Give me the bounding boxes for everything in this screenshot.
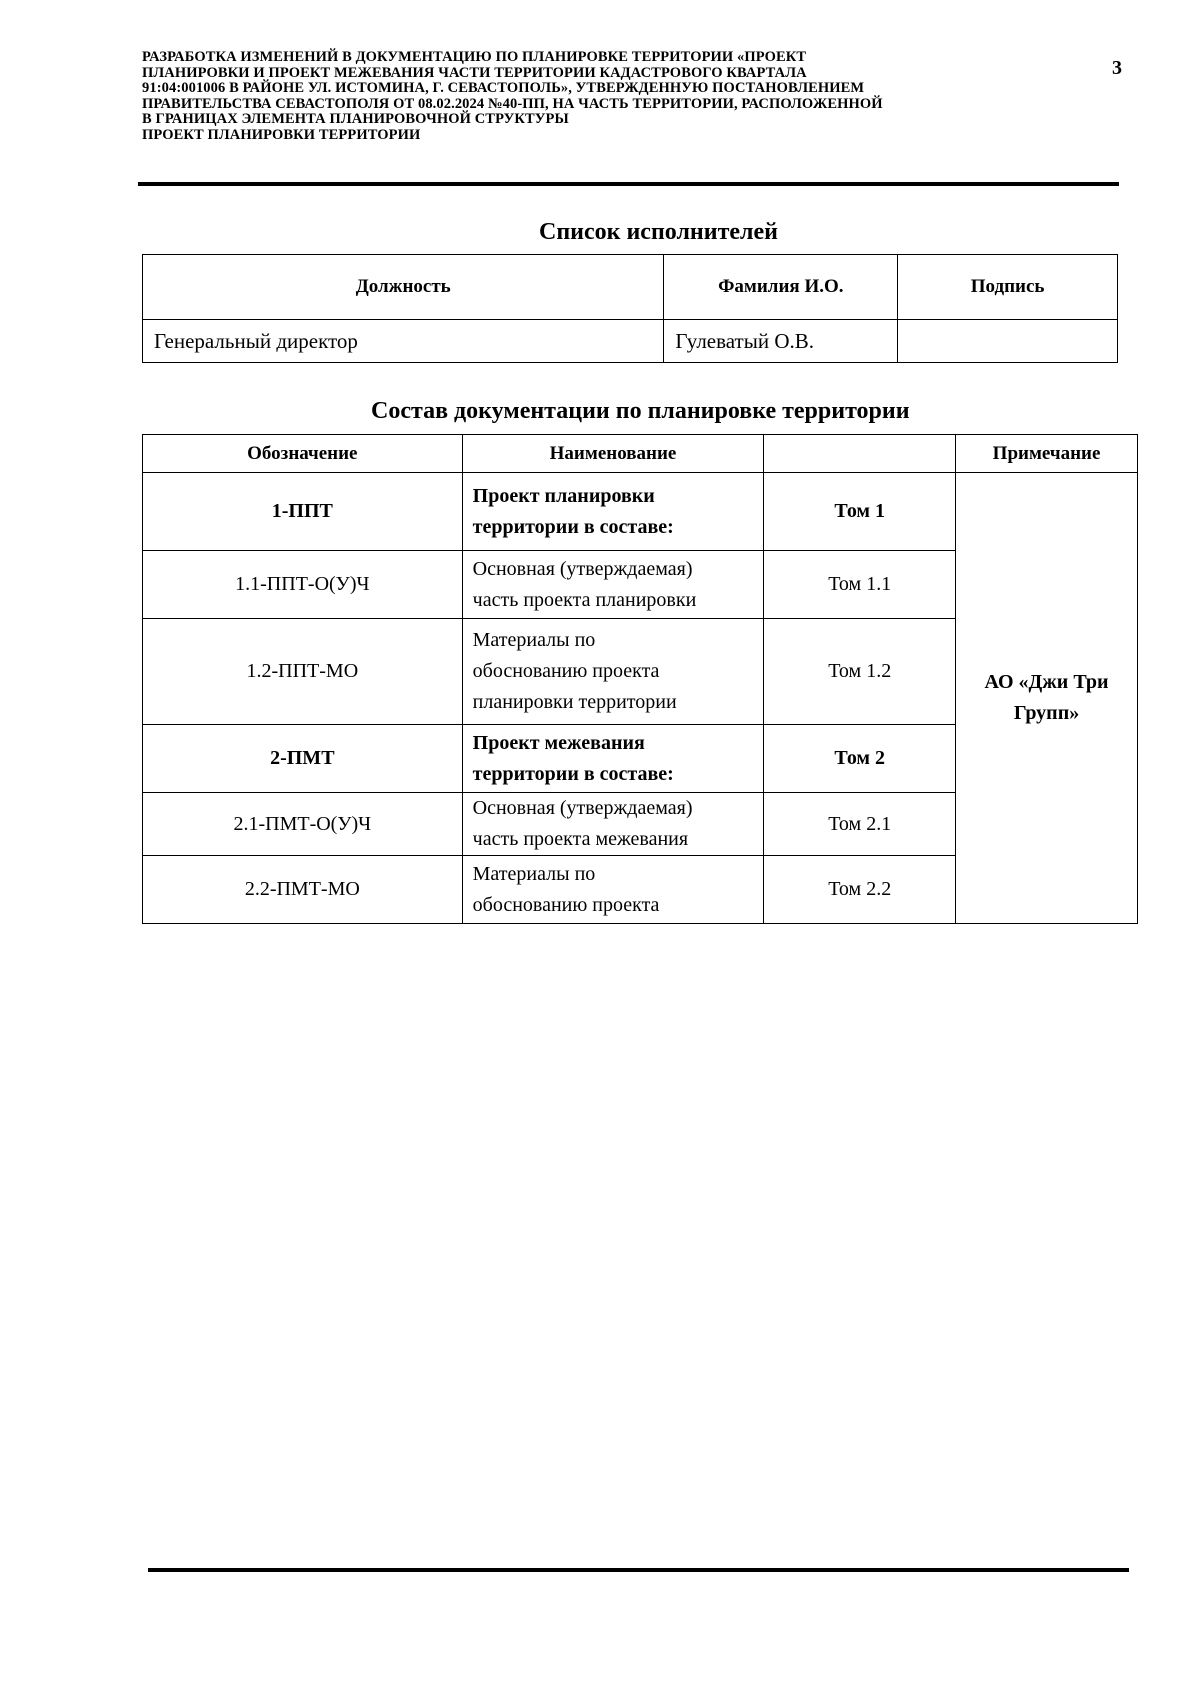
cell-title bbox=[462, 725, 764, 793]
column-header-volume bbox=[764, 435, 956, 473]
footer-divider bbox=[148, 1568, 1129, 1572]
title-line: Материалы по bbox=[472, 862, 596, 885]
cell-code: 1.2-ППТ-МО bbox=[143, 619, 463, 725]
docs-title: Состав документации по планировке территории bbox=[371, 398, 910, 424]
cell-title bbox=[462, 856, 764, 924]
cell-title bbox=[462, 793, 764, 856]
cell-code: 1.1-ППТ-О(У)Ч bbox=[143, 551, 463, 619]
cell-code: 1-ППТ bbox=[143, 473, 463, 551]
column-header-note: Примечание bbox=[956, 435, 1138, 473]
cell-note bbox=[956, 473, 1138, 924]
title-line: Материалы по bbox=[472, 629, 596, 651]
header-divider bbox=[138, 182, 1119, 186]
title-line: Проект планировки bbox=[472, 484, 655, 507]
cell-volume: Том 1.2 bbox=[764, 619, 956, 725]
column-header-position: Должность bbox=[143, 255, 664, 320]
staff-header-row bbox=[143, 255, 1118, 320]
cell-volume: Том 1.1 bbox=[764, 551, 956, 619]
cell-volume: Том 2.2 bbox=[764, 856, 956, 924]
title-line: Основная (утверждаемая) bbox=[472, 797, 693, 819]
staff-table bbox=[142, 254, 1118, 363]
cell-volume: Том 2 bbox=[764, 725, 956, 793]
cell-title bbox=[462, 551, 764, 619]
column-header-title: Наименование bbox=[462, 435, 764, 473]
cell-signature bbox=[898, 320, 1118, 363]
column-header-name: Фамилия И.О. bbox=[664, 255, 898, 320]
header-line: 91:04:001006 В РАЙОНЕ УЛ. ИСТОМИНА, Г. СЕВАСТОПОЛЬ», УТВЕРЖДЕННУЮ ПОСТАНОВЛЕНИЕМ bbox=[142, 80, 865, 96]
header-line: ПРАВИТЕЛЬСТВА СЕВАСТОПОЛЯ ОТ 08.02.2024 №40-ПП, НА ЧАСТЬ ТЕРРИТОРИИ, РАСПОЛОЖЕННОЙ bbox=[142, 95, 883, 112]
cell-code: 2-ПМТ bbox=[143, 725, 463, 793]
column-header-signature: Подпись bbox=[898, 255, 1118, 320]
cell-volume: Том 2.1 bbox=[764, 793, 956, 856]
title-line: территории в составе: bbox=[472, 515, 674, 538]
title-line: Основная (утверждаемая) bbox=[472, 557, 693, 580]
cell-code: 2.2-ПМТ-МО bbox=[143, 856, 463, 924]
cell-volume: Том 1 bbox=[764, 473, 956, 551]
table-row bbox=[143, 320, 1118, 363]
cell-title bbox=[462, 473, 764, 551]
column-header-code: Обозначение bbox=[143, 435, 463, 473]
header-line: В ГРАНИЦАХ ЭЛЕМЕНТА ПЛАНИРОВОЧНОЙ СТРУКТУРЫ bbox=[142, 111, 569, 127]
document-header bbox=[142, 50, 1062, 143]
page-number: 3 bbox=[1112, 57, 1122, 79]
table-row bbox=[143, 473, 1138, 551]
header-line: ПРОЕКТ ПЛАНИРОВКИ ТЕРРИТОРИИ bbox=[142, 126, 421, 143]
header-line: РАЗРАБОТКА ИЗМЕНЕНИЙ В ДОКУМЕНТАЦИЮ ПО ПЛАНИРОВКЕ ТЕРРИТОРИИ «ПРОЕКТ bbox=[142, 49, 807, 65]
title-line: планировки территории bbox=[472, 691, 677, 713]
docs-table bbox=[142, 434, 1138, 924]
cell-name: Гулеватый О.В. bbox=[664, 320, 898, 363]
title-line: обоснованию проекта bbox=[472, 660, 660, 682]
title-line: территории в составе: bbox=[472, 762, 674, 785]
title-line: часть проекта межевания bbox=[472, 828, 689, 850]
title-line: Проект межевания bbox=[472, 731, 645, 754]
staff-title: Список исполнителей bbox=[539, 219, 778, 245]
cell-title bbox=[462, 619, 764, 725]
cell-position: Генеральный директор bbox=[143, 320, 664, 363]
note-line: АО «Джи Три bbox=[984, 671, 1109, 693]
header-line: ПЛАНИРОВКИ И ПРОЕКТ МЕЖЕВАНИЯ ЧАСТИ ТЕРРИТОРИИ КАДАСТРОВОГО КВАРТАЛА bbox=[142, 64, 807, 81]
title-line: обоснованию проекта bbox=[472, 893, 660, 916]
cell-code: 2.1-ПМТ-О(У)Ч bbox=[143, 793, 463, 856]
title-line: часть проекта планировки bbox=[472, 588, 697, 611]
note-line: Групп» bbox=[1013, 702, 1080, 724]
docs-header-row bbox=[143, 435, 1138, 473]
